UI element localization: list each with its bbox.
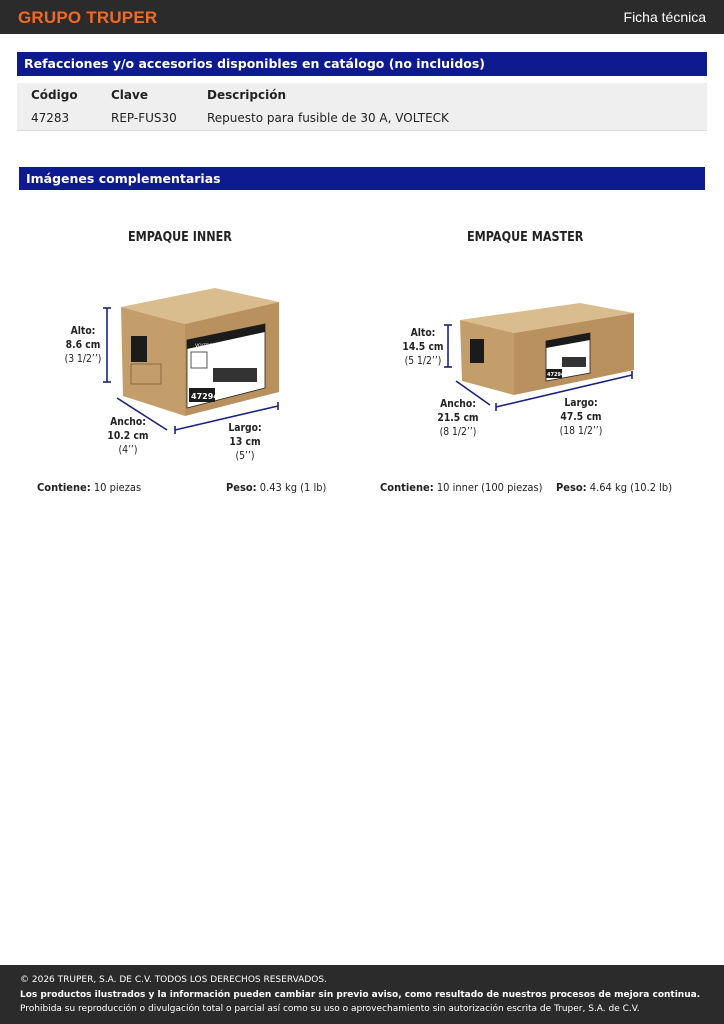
master-box-code: 47294 bbox=[547, 372, 565, 378]
footer-legal: Prohibida su reproducción o divulgación total o parcial así como su uso o aprovechamiento sin autorización escrita de Truper, S.A. de C.V. bbox=[20, 1004, 640, 1014]
inner-length-label: Largo: 13 cm (5’’) bbox=[228, 422, 262, 462]
inner-height-label: Alto: 8.6 cm (3 1/2’’) bbox=[64, 325, 102, 365]
inner-width-label: Ancho: 10.2 cm (4’’) bbox=[107, 416, 149, 456]
cell-codigo: 47283 bbox=[31, 111, 70, 125]
inner-contents: Contiene: 10 piezas bbox=[37, 481, 142, 494]
inner-weight: Peso: 0.43 kg (1 lb) bbox=[226, 481, 327, 494]
document-title: Ficha técnica bbox=[623, 9, 706, 25]
inner-package-title: EMPAQUE INNER bbox=[128, 230, 232, 245]
cell-descripcion: Repuesto para fusible de 30 A, VOLTECK bbox=[207, 111, 449, 125]
inner-box-code: 47294 bbox=[191, 392, 219, 401]
master-contents: Contiene: 10 inner (100 piezas) bbox=[380, 481, 543, 494]
top-bar bbox=[0, 0, 724, 34]
column-header-clave: Clave bbox=[111, 88, 148, 102]
master-package-title: EMPAQUE MASTER bbox=[467, 230, 584, 245]
images-section-title: Imágenes complementarias bbox=[19, 167, 705, 190]
master-height-label: Alto: 14.5 cm (5 1/2’’) bbox=[402, 327, 444, 367]
footer-copyright: © 2026 TRUPER, S.A. DE C.V. TODOS LOS DERECHOS RESERVADOS. bbox=[20, 975, 327, 985]
column-header-codigo: Código bbox=[31, 88, 78, 102]
cell-clave: REP-FUS30 bbox=[111, 111, 177, 125]
accessories-table bbox=[17, 83, 707, 131]
inner-box-brand: VOLTECK bbox=[195, 344, 216, 349]
master-width-label: Ancho: 21.5 cm (8 1/2’’) bbox=[437, 398, 479, 438]
master-length-label: Largo: 47.5 cm (18 1/2’’) bbox=[559, 397, 603, 437]
footer-notice: Los productos ilustrados y la información pueden cambiar sin previo aviso, como resultado de nuestros procesos de mejora continua. bbox=[20, 990, 701, 1000]
brand-logo: GRUPO TRUPER bbox=[18, 8, 158, 27]
page-footer bbox=[0, 965, 724, 1024]
column-header-descripcion: Descripción bbox=[207, 88, 286, 102]
accessories-section-title: Refacciones y/o accesorios disponibles en catálogo (no incluidos) bbox=[17, 52, 707, 76]
master-weight: Peso: 4.64 kg (10.2 lb) bbox=[556, 481, 673, 494]
